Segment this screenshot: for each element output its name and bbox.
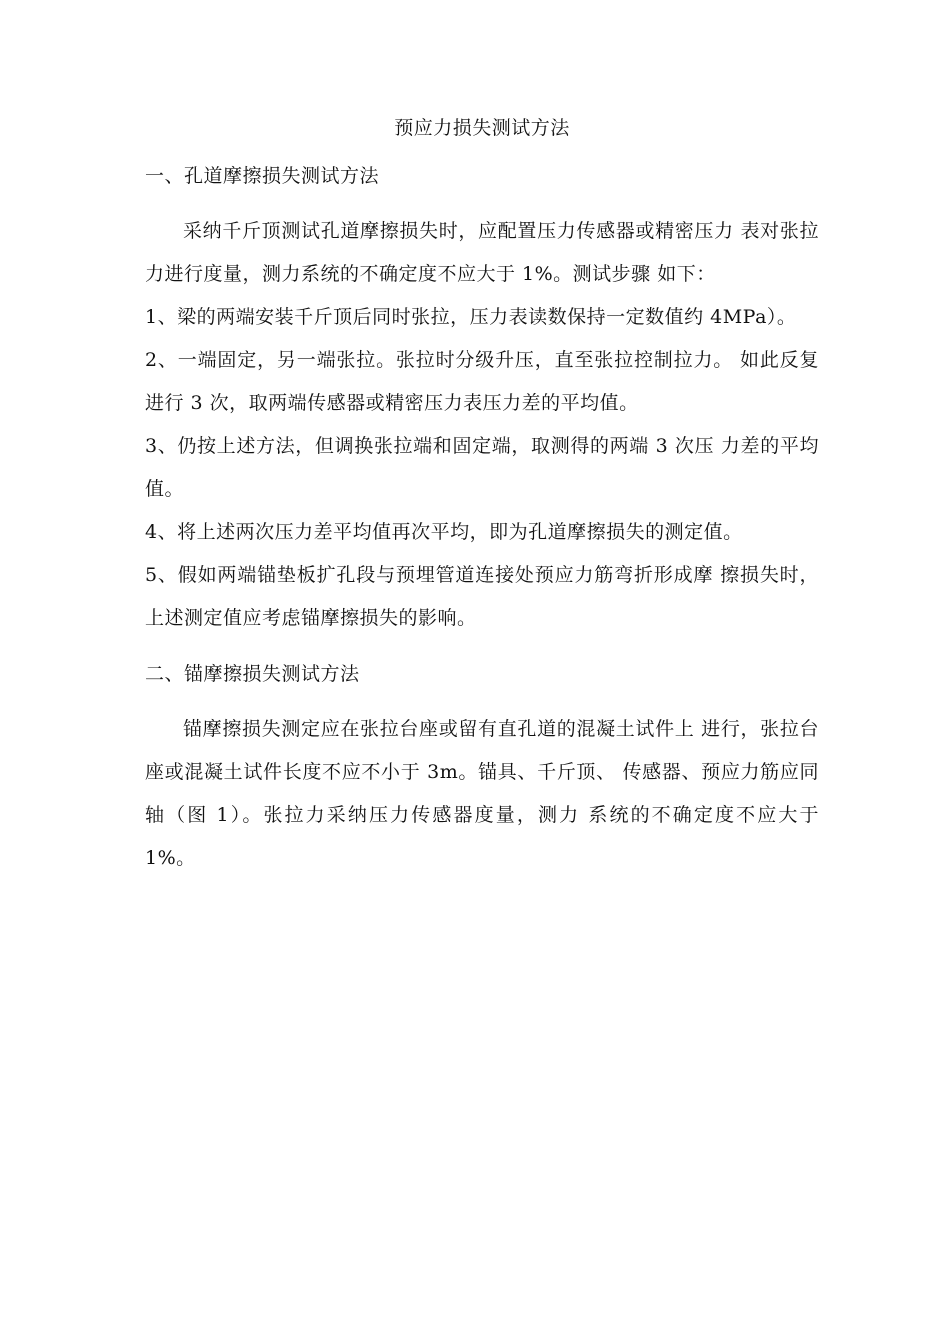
section-2-body: 锚摩擦损失测定应在张拉台座或留有直孔道的混凝土试件上 进行，张拉台座或混凝土试件长度不应不小于 3m。锚具、千斤顶、 传感器、预应力筋应同轴（图 1）。张拉力采纳压力传感器度量，测力 系统的不确定度不应大于 1%。 (145, 718, 819, 869)
section-1-step-5: 5、假如两端锚垫板扩孔段与预埋管道连接处预应力筋弯折形成摩 擦损失时，上述测定值应考虑锚摩擦损失的影响。 (145, 564, 819, 629)
section-2-heading: 二、锚摩擦损失测试方法 (145, 663, 360, 685)
document-content (145, 108, 819, 880)
document-title: 预应力损失测试方法 (394, 117, 570, 139)
section-1-step-1: 1、梁的两端安装千斤顶后同时张拉，压力表读数保持一定数值约 4MPa）。 (145, 306, 797, 328)
section-1-heading: 一、孔道摩擦损失测试方法 (145, 165, 380, 187)
section-1-step-2: 2、一端固定，另一端张拉。张拉时分级升压，直至张拉控制拉力。 如此反复进行 3 次，取两端传感器或精密压力表压力差的平均值。 (145, 349, 819, 414)
section-1-step-4: 4、将上述两次压力差平均值再次平均，即为孔道摩擦损失的测定值。 (145, 521, 743, 543)
section-1-intro: 采纳千斤顶测试孔道摩擦损失时，应配置压力传感器或精密压力 表对张拉力进行度量，测力系统的不确定度不应大于 1%。测试步骤 如下： (145, 220, 819, 285)
section-1-step-3: 3、仍按上述方法，但调换张拉端和固定端，取测得的两端 3 次压 力差的平均值。 (145, 435, 819, 500)
